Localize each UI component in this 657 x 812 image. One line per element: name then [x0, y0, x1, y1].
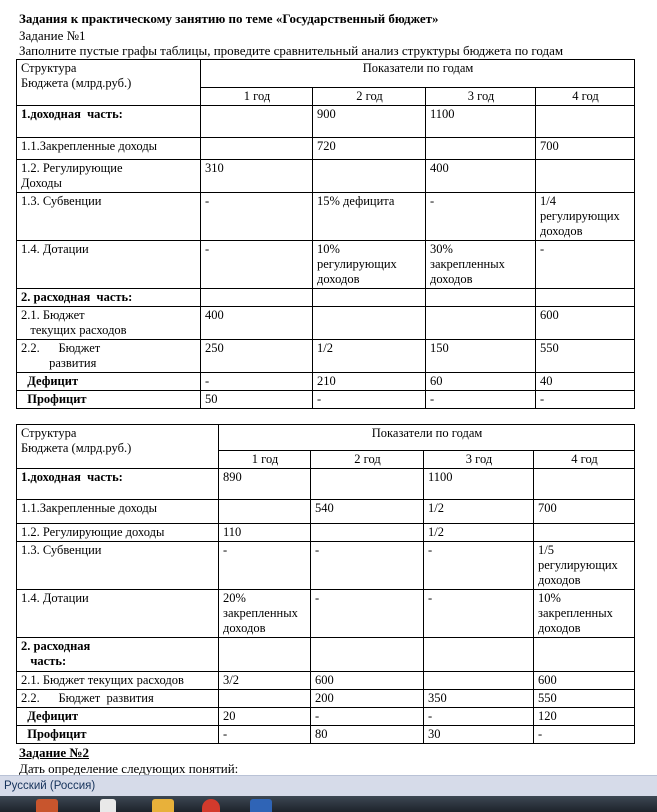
table2-head-group: Показатели по годам: [219, 425, 635, 451]
row-label: 2.2. Бюджет развития: [17, 690, 219, 708]
row-label: 1.3. Субвенции: [17, 542, 219, 590]
table-row: [17, 289, 635, 307]
table-row: [17, 590, 635, 638]
table-cell: 600: [536, 307, 635, 340]
task2-title: Задание №2: [19, 745, 90, 760]
table-cell: [201, 138, 313, 160]
row-label: Профицит: [17, 391, 201, 409]
document-icon[interactable]: [100, 799, 116, 812]
table-row: [17, 391, 635, 409]
table1-year: 4 год: [536, 88, 635, 106]
table-cell: 550: [536, 340, 635, 373]
table-cell: [219, 690, 311, 708]
table-cell: [534, 524, 635, 542]
table-cell: 80: [311, 726, 424, 744]
table-cell: 1/2: [424, 500, 534, 524]
table-cell: -: [426, 193, 536, 241]
language-indicator[interactable]: Русский (Россия): [4, 780, 96, 792]
table1-year: 3 год: [426, 88, 536, 106]
table-cell: -: [426, 391, 536, 409]
table-cell: [426, 307, 536, 340]
table-cell: [201, 106, 313, 138]
table-cell: [313, 160, 426, 193]
table1-year: 1 год: [201, 88, 313, 106]
table-cell: 600: [534, 672, 635, 690]
table-row: [17, 193, 635, 241]
table-cell: 1/4 регулирующих доходов: [536, 193, 635, 241]
table-cell: [311, 469, 424, 500]
table-cell: 210: [313, 373, 426, 391]
table-row: [17, 500, 635, 524]
table-cell: 1/2: [313, 340, 426, 373]
table-cell: 700: [534, 500, 635, 524]
row-label: 1.2. Регулирующие Доходы: [17, 160, 201, 193]
table-cell: 150: [426, 340, 536, 373]
table-row: [17, 106, 635, 138]
table-row: [17, 160, 635, 193]
table-cell: -: [424, 708, 534, 726]
table-cell: 250: [201, 340, 313, 373]
table-cell: -: [219, 726, 311, 744]
table-row: [17, 524, 635, 542]
table-cell: [534, 469, 635, 500]
table-row: [17, 542, 635, 590]
table-cell: [311, 524, 424, 542]
table-cell: 200: [311, 690, 424, 708]
folder-icon[interactable]: [152, 799, 174, 812]
table-cell: 350: [424, 690, 534, 708]
row-label: 2. расходная часть:: [17, 289, 201, 307]
table-cell: 3/2: [219, 672, 311, 690]
row-label: 2.1. Бюджет текущих расходов: [17, 307, 201, 340]
table-cell: -: [534, 726, 635, 744]
table-cell: 550: [534, 690, 635, 708]
row-label: 1.4. Дотации: [17, 241, 201, 289]
row-label: 2.2. Бюджет развития: [17, 340, 201, 373]
table-cell: -: [536, 391, 635, 409]
row-label: 1.2. Регулирующие доходы: [17, 524, 219, 542]
table-cell: 10% регулирующих доходов: [313, 241, 426, 289]
table-cell: 600: [311, 672, 424, 690]
table-cell: [424, 672, 534, 690]
table-cell: [426, 138, 536, 160]
taskbar: [0, 796, 657, 812]
antivirus-icon[interactable]: [202, 799, 220, 812]
table-cell: -: [536, 241, 635, 289]
table-cell: 15% дефицита: [313, 193, 426, 241]
table-row: [17, 690, 635, 708]
row-label: Дефицит: [17, 708, 219, 726]
table1-head-group: Показатели по годам: [201, 60, 635, 88]
table-row: [17, 726, 635, 744]
table-cell: [534, 638, 635, 672]
table-cell: -: [311, 708, 424, 726]
table-cell: [219, 500, 311, 524]
table-cell: 20% закрепленных доходов: [219, 590, 311, 638]
table-row: [17, 241, 635, 289]
row-label: 1.4. Дотации: [17, 590, 219, 638]
row-label: Дефицит: [17, 373, 201, 391]
table-cell: 890: [219, 469, 311, 500]
table-cell: [424, 638, 534, 672]
table2-year: 3 год: [424, 451, 534, 469]
table-cell: 1100: [424, 469, 534, 500]
table-cell: -: [424, 590, 534, 638]
word-icon[interactable]: [250, 799, 272, 812]
row-label: 1.доходная часть:: [17, 469, 219, 500]
table-row: [17, 138, 635, 160]
table-row: [17, 708, 635, 726]
table-cell: -: [313, 391, 426, 409]
table-row: [17, 672, 635, 690]
document-heading: Задания к практическому занятию по теме «Государственный бюджет»: [19, 11, 439, 26]
table-cell: -: [219, 542, 311, 590]
browser-icon[interactable]: [36, 799, 58, 812]
row-label: 1.доходная часть:: [17, 106, 201, 138]
table-cell: [536, 106, 635, 138]
table-cell: -: [201, 193, 313, 241]
table-cell: [311, 638, 424, 672]
table-cell: -: [424, 542, 534, 590]
task2-instruction: Дать определение следующих понятий:: [19, 761, 239, 775]
table-cell: [536, 289, 635, 307]
row-label: Профицит: [17, 726, 219, 744]
table2-year: 1 год: [219, 451, 311, 469]
row-label: 1.1.Закрепленные доходы: [17, 138, 201, 160]
table-cell: 1/2: [424, 524, 534, 542]
table-row: [17, 638, 635, 672]
row-label: 1.3. Субвенции: [17, 193, 201, 241]
table-cell: [219, 638, 311, 672]
table-cell: 30: [424, 726, 534, 744]
table-cell: 900: [313, 106, 426, 138]
table-cell: 120: [534, 708, 635, 726]
table-row: [17, 307, 635, 340]
table-cell: 10% закрепленных доходов: [534, 590, 635, 638]
budget-table-2: [16, 424, 635, 744]
table-row: [17, 469, 635, 500]
row-label: 1.1.Закрепленные доходы: [17, 500, 219, 524]
table-row: [17, 373, 635, 391]
status-bar: [0, 775, 657, 796]
table-cell: [201, 289, 313, 307]
table-cell: 400: [426, 160, 536, 193]
row-label: 2.1. Бюджет текущих расходов: [17, 672, 219, 690]
table-cell: 720: [313, 138, 426, 160]
table-cell: 400: [201, 307, 313, 340]
table-row: [17, 340, 635, 373]
table-cell: 700: [536, 138, 635, 160]
table-cell: 310: [201, 160, 313, 193]
table1-year: 2 год: [313, 88, 426, 106]
table-cell: 20: [219, 708, 311, 726]
table-cell: [313, 307, 426, 340]
table-cell: 50: [201, 391, 313, 409]
table1-head-structure: Структура Бюджета (млрд.руб.): [17, 60, 201, 106]
task1-title: Задание №1: [19, 28, 86, 43]
table-cell: 110: [219, 524, 311, 542]
table-cell: 1/5 регулирующих доходов: [534, 542, 635, 590]
table-cell: 60: [426, 373, 536, 391]
table2-head-structure: Структура Бюджета (млрд.руб.): [17, 425, 219, 469]
table-cell: 1100: [426, 106, 536, 138]
table-cell: 30% закрепленных доходов: [426, 241, 536, 289]
table-cell: 40: [536, 373, 635, 391]
budget-table-1: [16, 59, 635, 409]
row-label: 2. расходная часть:: [17, 638, 219, 672]
table-cell: [313, 289, 426, 307]
table2-year: 4 год: [534, 451, 635, 469]
table-cell: [536, 160, 635, 193]
table-cell: -: [201, 373, 313, 391]
table-cell: [426, 289, 536, 307]
table-cell: -: [311, 542, 424, 590]
table2-year: 2 год: [311, 451, 424, 469]
table-cell: 540: [311, 500, 424, 524]
task1-instruction: Заполните пустые графы таблицы, проведите сравнительный анализ структуры бюджета по годам: [19, 43, 564, 58]
table-cell: -: [201, 241, 313, 289]
table-cell: -: [311, 590, 424, 638]
